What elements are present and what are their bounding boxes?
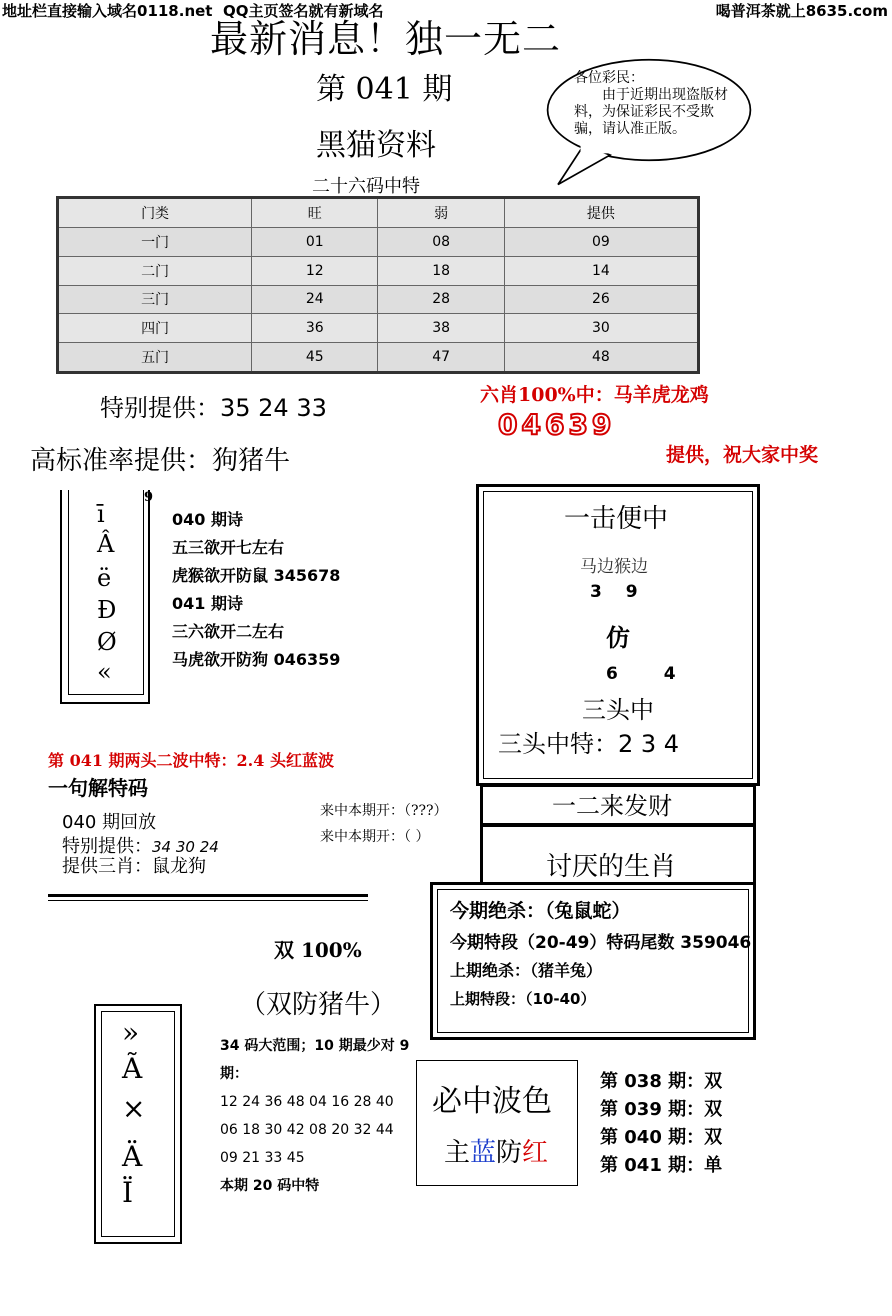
one-hit-fang: 仿: [606, 623, 630, 652]
three-heads-special: 三头中特：2 3 4: [498, 730, 680, 758]
header-cell: 提供: [504, 198, 698, 228]
six-zodiac-red: 六肖100%中：马羊虎龙鸡: [480, 384, 709, 406]
poem-line: 041 期诗: [172, 594, 243, 613]
open-line: 来中本期开：（ ）: [320, 829, 430, 845]
one-hit-title: 一击便中: [564, 504, 669, 534]
special-offer: 特别提供：35 24 33: [100, 394, 327, 422]
high-rate-offer: 高标准率提供：狗猪牛: [30, 446, 291, 476]
kill-line: 今期特段（20-49）特码尾数 359046: [450, 933, 752, 953]
period-list: [600, 1068, 722, 1180]
open-line: 来中本期开：（???）: [320, 803, 448, 819]
header-cell: 弱: [378, 198, 504, 228]
poem-glyph-inner: [68, 490, 144, 695]
double-pct: 双 100%: [274, 938, 362, 962]
header-cell: 门类: [58, 198, 252, 228]
table-cell: 五门: [58, 343, 252, 373]
review-line: 特别提供：34 30 24: [62, 836, 219, 857]
table-cell: 14: [504, 256, 698, 285]
period-item: 第 039 期：双: [600, 1099, 723, 1120]
period-item: 第 041 期：单: [600, 1155, 723, 1176]
table-cell: 二门: [58, 256, 252, 285]
hate-text: 讨厌的生肖: [546, 852, 677, 882]
issue-number: 第 041 期: [316, 72, 453, 107]
table-cell: 一门: [58, 228, 252, 257]
header-cell: 旺: [252, 198, 378, 228]
table-cell: 24: [252, 285, 378, 314]
range-tail: 本期 20 码中特: [220, 1178, 320, 1194]
review-line: 提供三肖：鼠龙狗: [62, 856, 206, 877]
table-row: [58, 343, 699, 373]
wave-title: 必中波色: [432, 1084, 552, 1119]
two-heads-red: 第 041 期两头二波中特：2.4 头红蓝波: [48, 751, 334, 770]
glyph: ë: [97, 564, 112, 592]
kill-line: 今期绝杀：（兔鼠蛇）: [450, 900, 631, 922]
review-line: 040 期回放: [62, 812, 157, 833]
table-row: [58, 228, 699, 257]
bubble-text: 各位彩民： 由于近期出现盗版材料，为保证彩民不受欺骗，请认准正版。: [574, 70, 728, 137]
period-item: 第 038 期：双: [600, 1071, 723, 1092]
poem-line: 040 期诗: [172, 510, 243, 529]
glyph: Ø: [97, 628, 117, 656]
one-hit-sub: 马边猴边: [580, 557, 648, 577]
kill-line: 上期特段：（10-40）: [450, 990, 596, 1008]
poem-glyph-box: [60, 490, 150, 704]
range-title: 34 码大范围；10 期最少对 9 期：: [220, 1038, 410, 1082]
top-left-url: 地址栏直接输入域名0118.net QQ主页签名就有新域名: [2, 2, 384, 20]
kill-line: 上期绝杀：（猪羊兔）: [450, 961, 603, 980]
three-heads: 三头中: [582, 696, 654, 724]
number-table: [56, 196, 700, 374]
table-cell: 48: [504, 343, 698, 373]
table-cell: 30: [504, 314, 698, 343]
period-item: 第 040 期：双: [600, 1127, 723, 1148]
table-cell: 36: [252, 314, 378, 343]
table-cell: 26: [504, 285, 698, 314]
red-wish: 提供，祝大家中奖: [666, 444, 819, 466]
one-hit-numbers: 3 9: [590, 582, 638, 602]
glyph: ×: [122, 1092, 146, 1125]
headline: 最新消息！独一无二: [210, 17, 562, 61]
table-header-row: [58, 198, 699, 228]
table-cell: 45: [252, 343, 378, 373]
table-cell: 28: [378, 285, 504, 314]
poem-line: 三六欲开二左右: [172, 622, 285, 641]
glyph: Ï: [122, 1176, 134, 1209]
table-row: [58, 314, 699, 343]
range-numbers: 12 24 36 48 04 16 28 40 06 18 30 42 08 20 32 44 09 21 33 45: [220, 1094, 394, 1166]
table-row: [58, 285, 699, 314]
table-cell: 47: [378, 343, 504, 373]
range-text: [220, 1032, 410, 1200]
fortune-text: 一二来发财: [552, 792, 672, 820]
table-cell: 38: [378, 314, 504, 343]
glyph: ī: [97, 500, 105, 528]
glyph: »: [122, 1016, 140, 1049]
table-cell: 12: [252, 256, 378, 285]
table-caption: 二十六码中特: [312, 176, 420, 197]
glyph: Ã: [122, 1052, 143, 1085]
one-hit-numbers-2: 6 4: [606, 664, 676, 684]
poem-line: 马虎欲开防狗 046359: [172, 650, 341, 669]
glyph: Ä: [122, 1140, 143, 1173]
divider: [48, 900, 368, 901]
table-row: [58, 256, 699, 285]
one-sentence-title: 一句解特码: [48, 776, 148, 800]
red-number: 04639: [498, 408, 616, 441]
table-cell: 01: [252, 228, 378, 257]
poem-line: 虎猴欲开防鼠 345678: [172, 566, 341, 585]
glyph: «: [97, 658, 112, 686]
table-cell: 08: [378, 228, 504, 257]
table-cell: 18: [378, 256, 504, 285]
glyph: Ð: [97, 596, 117, 624]
table-cell: 三门: [58, 285, 252, 314]
top-right-url: 喝普洱茶就上8635.com: [715, 2, 888, 20]
glyph: Â: [97, 530, 115, 558]
wave-subtitle: 主蓝防红: [444, 1138, 549, 1168]
table-cell: 09: [504, 228, 698, 257]
publication-title: 黑猫资料: [316, 128, 436, 163]
poem-line: 五三欲开七左右: [172, 538, 285, 557]
divider: [48, 894, 368, 897]
poem-nine: 9: [144, 490, 154, 505]
poem-lines: [172, 506, 340, 674]
double-guard: （双防猪牛）: [240, 990, 397, 1020]
table-cell: 四门: [58, 314, 252, 343]
